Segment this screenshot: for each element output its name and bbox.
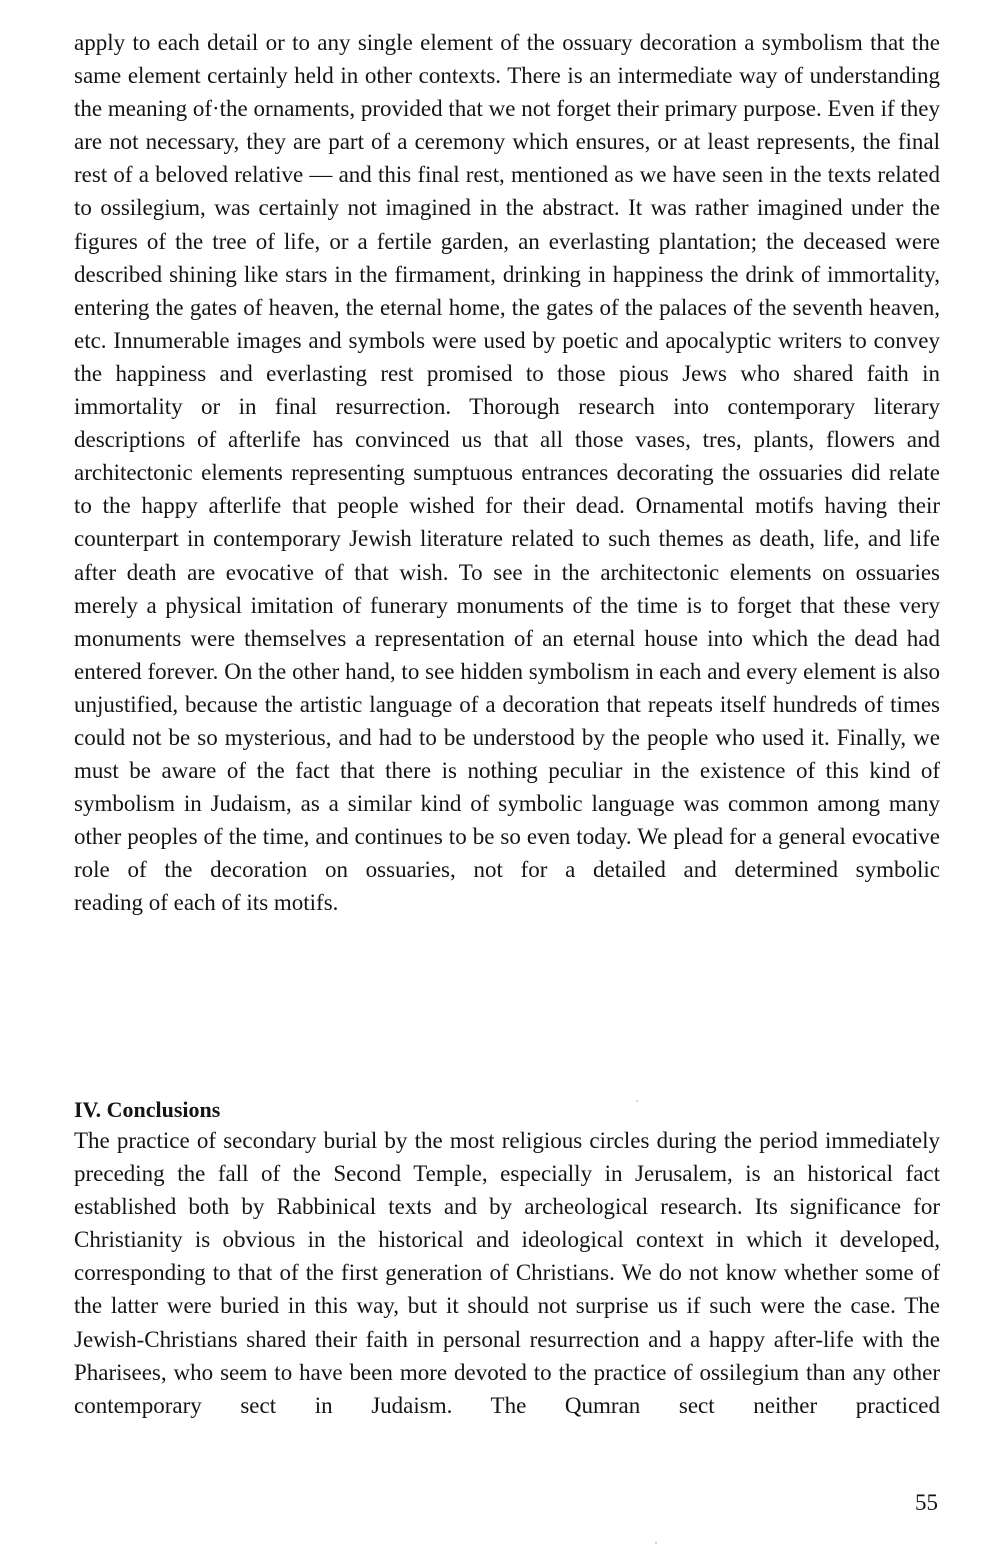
section-heading-conclusions: IV. Conclusions (74, 1097, 221, 1122)
scan-speck (655, 1542, 657, 1544)
body-paragraph-conclusions: The practice of secondary burial by the most religious circles during the period immediately preceding the fall of the Second Temple, especially in Jerusalem, is an historical fact established both by Rabbinical texts and by archeological research. Its significance for Christianity is obvious in the historical and ideological context in which it developed, corresponding to that of the first generation of Christians. We do not know whether some of the latter were buried in this way, but it should not surprise us if such were the case. The Jewish-Christians shared their faith in personal resurrection and a happy after-life with the Pharisees, who seem to have been more devoted to the practice of ossilegium than any other contemporary sect in Judaism. The Qumran sect neither practiced (74, 1128, 940, 1418)
paragraph-last-line: reading of each of its motifs. (74, 890, 339, 916)
scan-speck (636, 1100, 638, 1102)
page-number: 55 (915, 1490, 938, 1515)
paragraph-text: apply to each detail or to any single element of the ossuary decoration a symbolism that the same element certainly held in other contexts. There is an intermediate way of understanding the meaning of·the ornaments, provided that we not forget their primary purpose. Even if they are not necessary, they are part of a ceremony which ensures, or at least represents, the final rest of a beloved relative — and this final rest, mentioned as we have seen in the texts related to ossilegium, was certainly not imagined in the abstract. It was rather imagined under the figures of the tree of life, or a fertile garden, an everlasting plantation; the deceased were described shining like stars in the firmament, drinking in happiness the drink of immortality, entering the gates of heaven, the eternal home, the gates of the palaces of the seventh heaven, etc. Innumerable images and symbols were used by poetic and apocalyptic writers to convey the happiness and everlasting rest promised to those pious Jews who shared faith in immortality or in final resurrection. Thorough research into contemporary literary descriptions of afterlife has convinced us that all those vases, tres, plants, flowers and architectonic elements representing sumptuous entrances decorating the ossuaries did relate to the happy afterlife that people wished for their dead. Ornamental motifs having their counterpart in contemporary Jewish literature related to such themes as death, life, and life after death are evocative of that wish. To see in the architectonic elements on ossuaries merely a physical imitation of funerary monuments of the time is to forget that these very monuments were themselves a representation of an eternal house into which the dead had entered forever. On the other hand, to see hidden symbolism in each and every element is also unjustified, because the artistic language of a decoration that repeats itself hundreds of times could not be so mysterious, and had to be understood by the people who used it. Finally, we must be aware of the fact that there is nothing peculiar in the existence of this kind of symbolism in Judaism, as a similar kind of symbolic language was common among many other peoples of the time, and continues to be so even today. We plead for a general evocative role of the decoration on ossuaries, not for a detailed and determined symbolic (74, 30, 940, 883)
body-paragraph-ossuary-decoration (74, 26, 940, 920)
